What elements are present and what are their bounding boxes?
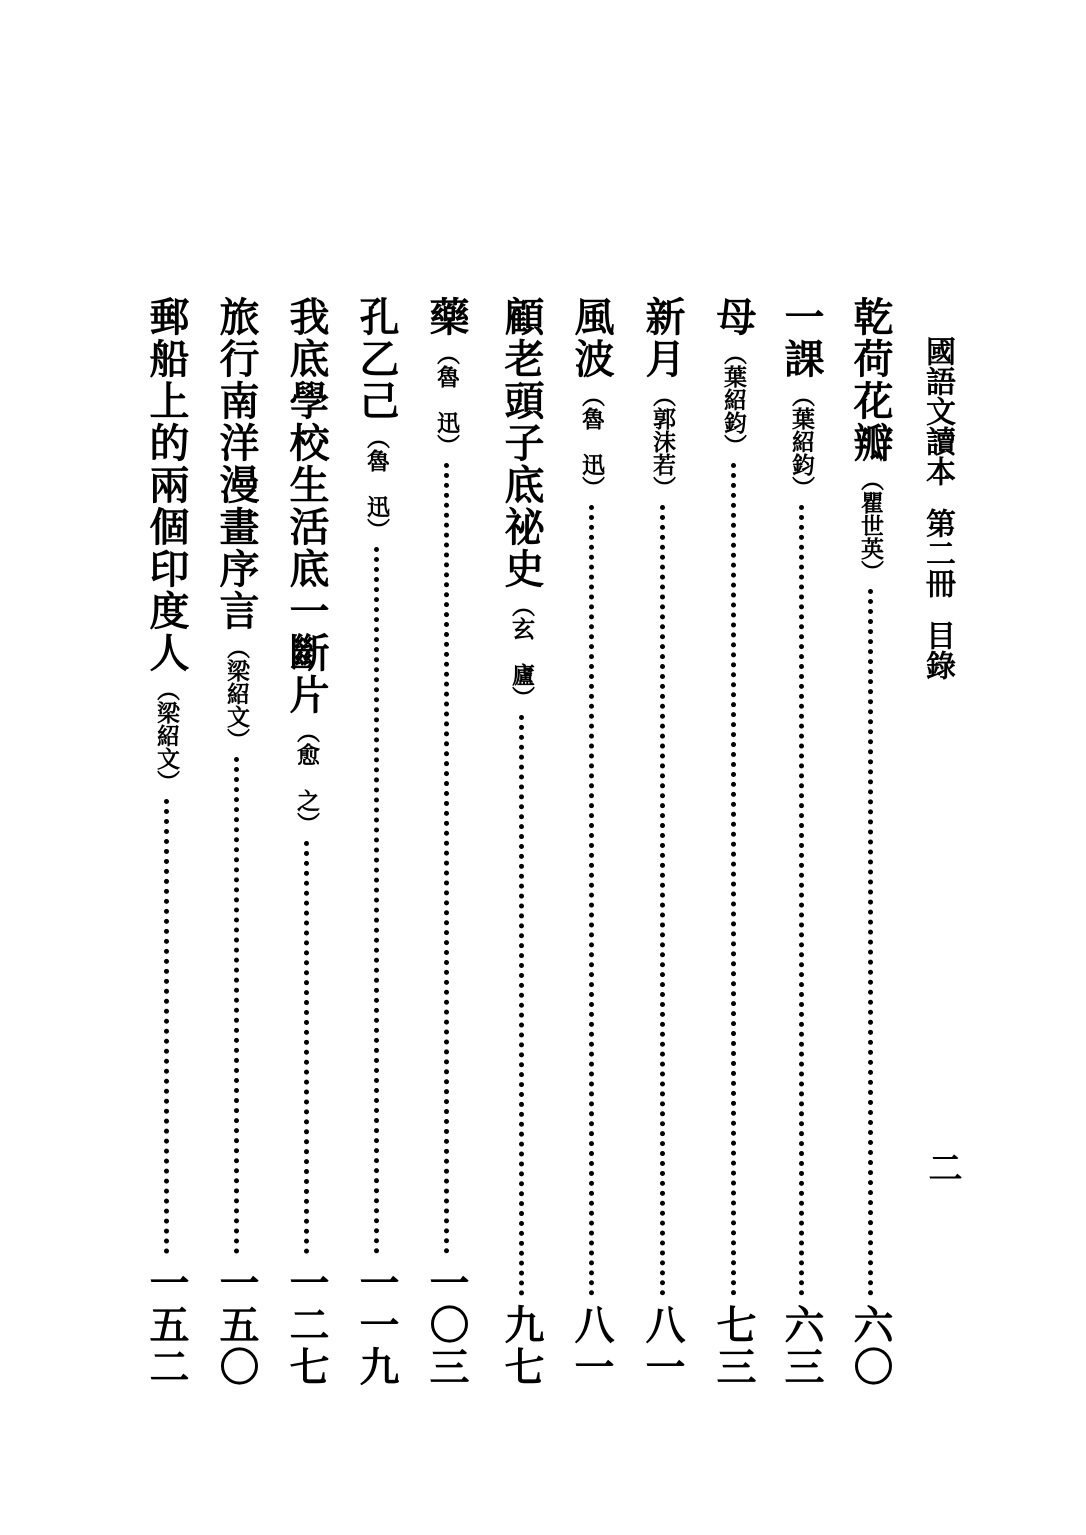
entry-author: （魯 迅） [363, 426, 390, 541]
entry-author: （魯 迅） [578, 384, 605, 499]
toc-entry [493, 296, 549, 1388]
entry-author: （葉紹鈞） [720, 342, 747, 457]
entry-title: 新月 [639, 296, 686, 380]
entry-page-number: 一二七 [283, 1262, 330, 1388]
dot-leader [374, 547, 379, 1254]
entry-title: 顧老頭子底祕史 [498, 296, 545, 590]
entry-title: 母 [710, 296, 757, 338]
entry-title: 乾荷花瓣 [847, 296, 894, 464]
toc-entry [348, 296, 404, 1388]
entry-page-number: 九七 [498, 1304, 545, 1388]
toc-entry [842, 296, 898, 1388]
dot-leader [868, 589, 873, 1296]
dot-leader [660, 505, 665, 1296]
page-number: 二 [922, 1150, 962, 1184]
entry-author: （玄 廬） [508, 594, 535, 709]
entry-title: 一課 [778, 296, 825, 380]
dot-leader [589, 505, 594, 1296]
entry-page-number: 六三 [778, 1304, 825, 1388]
entry-page-number: 六〇 [847, 1304, 894, 1388]
entry-page-number: 七三 [710, 1304, 757, 1388]
dot-leader [164, 799, 169, 1254]
running-header [912, 336, 962, 680]
entry-author: （郭沫若） [649, 384, 676, 499]
toc-entry [138, 296, 194, 1388]
entry-author: （葉紹鈞） [788, 384, 815, 499]
entry-author: （魯 迅） [433, 342, 460, 457]
toc-entry [418, 296, 474, 1388]
dot-leader [444, 463, 449, 1254]
dot-leader [234, 757, 239, 1254]
entry-author: （梁紹文） [223, 636, 250, 751]
entry-title: 藥 [423, 296, 470, 338]
toc-entry [705, 296, 761, 1388]
toc-entry [208, 296, 264, 1388]
entry-page-number: 八一 [639, 1304, 686, 1388]
entry-title: 郵船上的兩個印度人 [143, 296, 190, 674]
entry-author: （梁紹文） [153, 678, 180, 793]
entry-page-number: 八一 [568, 1304, 615, 1388]
dot-leader [304, 841, 309, 1254]
entry-page-number: 一一九 [353, 1262, 400, 1388]
toc-entry [773, 296, 829, 1388]
entry-title: 我底學校生活底一斷片 [283, 296, 330, 716]
entry-title: 風波 [568, 296, 615, 380]
dot-leader [731, 463, 736, 1296]
volume-label: 第二冊 [920, 508, 955, 598]
entry-title: 孔乙己 [353, 296, 400, 422]
book-title: 國語文讀本 [920, 336, 955, 486]
entry-author: （愈 之） [293, 720, 320, 835]
entry-page-number: 一五〇 [213, 1262, 260, 1388]
dot-leader [799, 505, 804, 1296]
toc-entry [278, 296, 334, 1388]
entry-author: （瞿世英） [857, 468, 884, 583]
dot-leader [519, 715, 524, 1296]
toc-entry [563, 296, 619, 1388]
entry-page-number: 一〇三 [423, 1262, 470, 1388]
section-title: 目錄 [920, 620, 955, 680]
entry-page-number: 一五二 [143, 1262, 190, 1388]
toc-entry [634, 296, 690, 1388]
entry-title: 旅行南洋漫畫序言 [213, 296, 260, 632]
